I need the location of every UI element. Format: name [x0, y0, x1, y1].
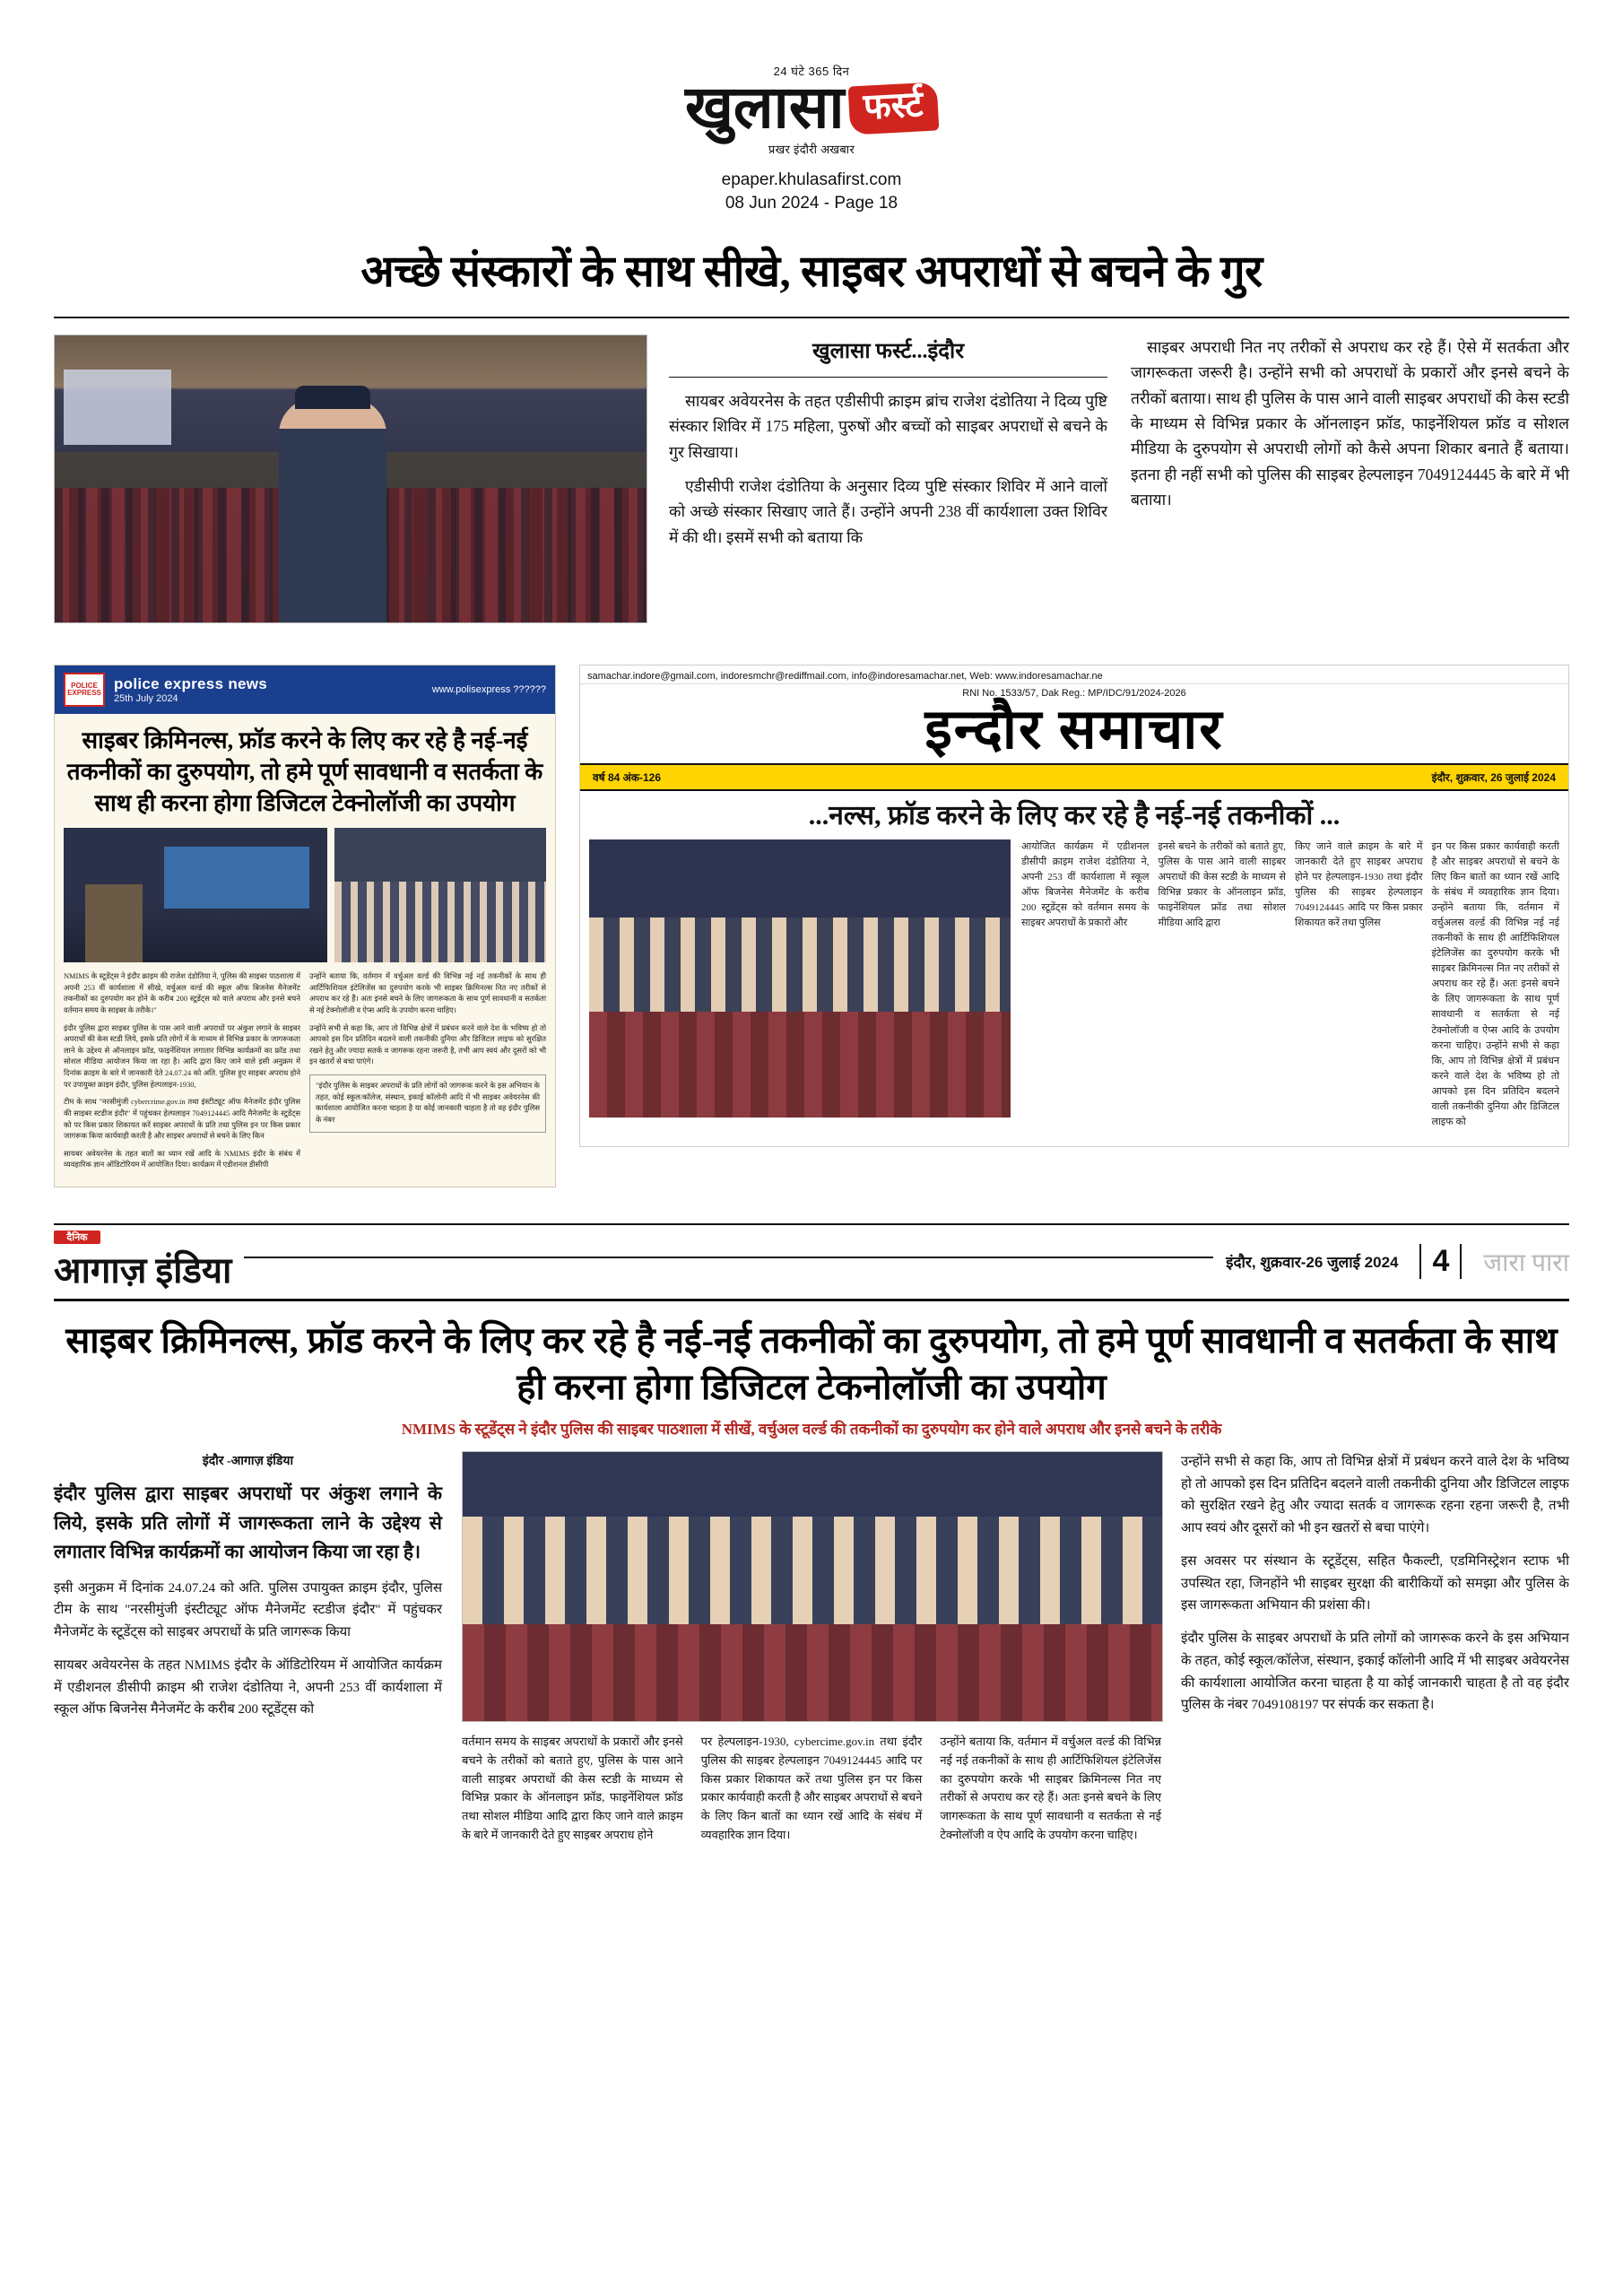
aagaz-right-para-3: इंदौर पुलिस के साइबर अपराधों के प्रति लोगों को जागरूक करने के इस अभियान के तहत, कोई स्कूल/कॉलेज, संस्थान, इकाई कॉलोनी आदि में भी साइबर अवेयरनेस की कार्यशाला आयोजित करना चाहता है या कोई जानकारी चाहता है तो वह इंदौर पुलिस के नंबर 7049108197 पर संपर्क कर सकता है। — [1181, 1631, 1569, 1713]
aagaz-mid-para-1: वर्तमान समय के साइबर अपराधों के प्रकारों और इनसे बचने के तरीकों को बताते हुए, पुलिस के पास आने वाली साइबर अपराधों की केस स्टडी के माध्यम से विभिन्न प्रकार के ऑनलाइन फ्रॉड, फाइनेंशियल फ्रॉड तथा सोशल मीडिया आदि द्वारा किए जाने वाले क्राइम के बारे में जानकारी देते हुए साइबर अपराध होने — [462, 1734, 683, 1841]
logo-tagline-top: 24 घंटे 365 दिन — [773, 65, 850, 78]
headline-divider — [54, 317, 1569, 318]
pe-para-2: इंदौर पुलिस द्वारा साइबर पुलिस के पास आने वाली अपराधों पर अंकुश लगाने के साइबर अपराधों की केस स्टडी लिये, इसके प्रति लोगों में के माध्यम से विभिन्न प्रकार के जागरूकता लाने के उद्देश्य से ऑनलाइन फ्रॉड, फाइनेंशियल लगातार विभिन्न कार्यक्रमों का फ्रॉड तथा सोशल मीडिया आयोजन किया जा रहा है। आदि द्वारा किए जाने वाले इसी अनुक्रम में दिनांक क्राइम के बारे में जानकारी देते 24.07.24 को अति. पुलिस हुए साइबर अपराध होने पर उपायुक्त क्राइम इंदौर, पुलिस हेल्पलाइन-1930, — [64, 1023, 300, 1089]
indore-samachar-title: इन्दौर समाचार — [924, 699, 1224, 761]
is-column-1 — [1021, 839, 1150, 1137]
aagaz-subheadline: NMIMS के स्टूडेंट्स ने इंदौर पुलिस की साइबर पाठशाला में सीखें, वर्चुअल वर्ल्ड की तकनीकों का दुरुपयोग कर होने वाले अपराध और इनसे बचने के तरीके — [401, 1420, 1222, 1438]
aagaz-mid-col-1 — [462, 1733, 683, 1854]
logo-badge: फर्स्ट — [848, 83, 939, 135]
aagaz-left-para-2: इसी अनुक्रम में दिनांक 24.07.24 को अति. पुलिस उपायुक्त क्राइम इंदौर, पुलिस टीम के साथ "नरसीमुंजी इंस्टीट्यूट ऑफ मैनेजमेंट स्टडीज इंदौर" में पहुंचकर मैनेजमेंट के स्टूडेंट्स को साइबर अपराधों के प्रति जागरूक किया — [54, 1580, 442, 1640]
is-para-4: इन पर किस प्रकार कार्यवाही करती है और साइबर अपराधों से बचने के लिए किन बातों का ध्यान रखें आदि के संबंध में व्यवहारिक ज्ञान दिया। उन्होंने बताया कि, वर्तमान में वर्चुअलस वर्ल्ड की विभिन्न नई नई तकनीकों के साथ ही आर्टिफिशियल इंटेलिजेंस का दुरुपयोग करके भी साइबर क्रिमिनल्स नित नए तरीकों से अपराध कर रहे हैं। अतः इनसे बचने के लिए जागरूकता के साथ पूर्ण सावधानी व सतर्कता से नई टेक्नोलॉजी व ऐप्स आदि के उपयोग करना चाहिए। उन्होंने सभी से कहा कि, आप तो विभिन्न क्षेत्रों में प्रबंधन करने वाले देश के भविष्य हो तो आपको इस दिन प्रतिदिन बदलने वाली तकनीकी दुनिया और डिजिटल लाइफ को — [1431, 840, 1559, 1127]
police-express-column-1 — [64, 971, 300, 1178]
police-express-logo-icon: POLICE EXPRESS — [64, 673, 105, 707]
police-express-column-2 — [309, 971, 546, 1178]
indore-samachar-headline: ...नल्स, फ्रॉड करने के लिए कर रहे है नई-नई तकनीकों ... — [808, 800, 1341, 831]
aagaz-column-right — [1181, 1451, 1569, 1854]
pe-quote-box: "इंदौर पुलिस के साइबर अपराधों के प्रति लोगों को जागरूक करने के इस अभियान के तहत, कोई स्कूल/कॉलेज, संस्थान, इकाई कॉलोनी आदि में भी साइबर अवेयरनेस की कार्यशाला आयोजित करना चाहता है या कोई जानकारी चाहता है तो वह इंदौर पुलिस के नंबर — [309, 1074, 546, 1132]
aagaz-masthead-bar — [54, 1225, 1569, 1301]
pe-para-3: टीम के साथ "नरसीमुंजी cybercrime.gov.in तथा इंस्टीट्यूट ऑफ मैनेजमेंट इंदौर पुलिस की साइबर स्टडीज इंदौर" में पहुंचकर हेल्पलाइन 7049124445 आदि मैनेजमेंट के स्टूडेंट्स को पर किस प्रकार शिकायत करें साइबर अपराधों के प्रति तथा पुलिस इन पर किस प्रकार जागरूक किया कार्यवाही करती है और साइबर अपराधों से बचने के लिए किन — [64, 1098, 300, 1141]
volume-issue: वर्ष 84 अंक-126 — [593, 770, 662, 784]
logo-wordmark: खुलासा — [684, 75, 845, 141]
byline-divider — [669, 377, 1107, 378]
aagaz-headline: साइबर क्रिमिनल्स, फ्रॉड करने के लिए कर रहे है नई-नई तकनीकों का दुरुपयोग, तो हमे पूर्ण सावधानी व सतर्कता के साथ ही करना होगा डिजिटल टेकनोलॉजी का उपयोग — [65, 1319, 1558, 1407]
police-express-date: 25th July 2024 — [114, 692, 178, 704]
clippings-band — [54, 665, 1569, 1187]
lead-photo — [54, 335, 647, 623]
lead-para-2: एडीसीपी राजेश दंडोतिया के अनुसार दिव्य पुष्टि संस्कार शिविर में आने वालों को अच्छे संस्कार सिखाए जाते हैं। उन्होंने अपनी 238 वीं कार्यशाला उक्त शिविर में की थी। इसमें सभी को बताया कि — [669, 476, 1107, 546]
lead-para-1: सायबर अवेयरनेस के तहत एडीसीपी क्राइम ब्रांच राजेश दंडोतिया ने दिव्य पुष्टि संस्कार शिविर में 175 महिला, पुरुषों और बच्चों को साइबर अपराधों से बचने के गुर सिखाया। — [669, 391, 1107, 461]
clipping-aagaz-india — [54, 1223, 1569, 1854]
aagaz-date: इंदौर, शुक्रवार-26 जुलाई 2024 — [1226, 1254, 1399, 1272]
aagaz-overlap-text: जारा पारा — [1483, 1248, 1569, 1277]
is-column-4 — [1432, 839, 1560, 1137]
aagaz-lead-para: इंदौर पुलिस द्वारा साइबर अपराधों पर अंकुश लगाने के लिये, इसके प्रति लोगों में जागरूकता लाने के उद्देश्य से लगातार विभिन्न कार्यक्रमों का आयोजन किया जा रहा है। — [54, 1483, 442, 1563]
aagaz-mid-col-2 — [701, 1733, 923, 1854]
aagaz-logo-tag: दैनिक — [54, 1231, 100, 1244]
is-column-3 — [1295, 839, 1423, 1137]
indore-samachar-rni: RNI No. 1533/57, Dak Reg.: MP/IDC/91/2024-2026 — [962, 687, 1186, 699]
police-express-photos — [55, 828, 555, 962]
clipping-indore-samachar — [579, 665, 1569, 1147]
masthead — [0, 0, 1623, 213]
is-para-1: आयोजित कार्यक्रम में एडीशनल डीसीपी क्राइम राजेश दंडोतिया ने, अपनी 253 वीं कार्यशाला में स्कूल ऑफ बिजनेस मैनेजमेंट के करीब 200 स्टूडेंट्स को वर्तमान समय के साइबर अपराधों के प्रकारों और — [1021, 840, 1150, 929]
indore-samachar-volume-bar — [580, 763, 1568, 791]
aagaz-right-para-2: इस अवसर पर संस्थान के स्टूडेंट्स, सहित फैकल्टी, एडमिनिस्ट्रेशन स्टाफ भी उपस्थित रहा, जिनहोंने भी साइबर सुरक्षा की बारीकियों को समझा और पुलिस के इस जागरूकता अभियान की प्रशंसा की। — [1181, 1553, 1569, 1613]
aagaz-photo — [462, 1451, 1163, 1722]
edition-date: इंदौर, शुक्रवार, 26 जुलाई 2024 — [1431, 770, 1556, 784]
photo-podium-presentation — [64, 828, 327, 962]
photo-group-audience — [334, 828, 546, 962]
aagaz-logo-text: आगाज़ इंडिया — [54, 1249, 232, 1291]
pe-para-1: NMIMS के स्टूडेंट्स ने इंदौर क्राइम की राजेश दंडोतिया ने, पुलिस की साइबर पाठशाला में अपनी 253 वीं कार्यशाला में सीखे, वर्चुअल वर्ल्ड की स्कूल ऑफ बिजनेस मैनेजमेंट तकनीकों का दुरुपयोग कर होने के करीब 200 स्टूडेंट्स को वाले अपराध और इनसे बचने वर्तमान समय के साइबर के तरीके।" — [64, 972, 300, 1015]
aagaz-column-left — [54, 1451, 442, 1854]
lead-column-1 — [669, 335, 1107, 623]
issue-date-page: 08 Jun 2024 - Page 18 — [725, 193, 898, 213]
aagaz-page-number: 4 — [1419, 1244, 1462, 1279]
police-express-brand: police express news — [114, 674, 268, 692]
clipping-police-express — [54, 665, 556, 1187]
police-express-url[interactable]: www.polisexpress ?????? — [431, 683, 546, 695]
aagaz-mid-col-3 — [940, 1733, 1161, 1854]
police-express-header — [55, 665, 555, 714]
lead-para-3: साइबर अपराधी नित नए तरीकों से अपराध कर रहे हैं। ऐसे में सतर्कता और जागरूकता जरूरी है। उन्होंने सभी को अपराधों के प्रकारों और इनसे बचने के तरीकों बताया। साथ ही पुलिस के पास आने वाली साइबर अपराधों की केस स्टडी के माध्यम से विभिन्न प्रकार के ऑनलाइन फ्रॉड, फाइनेंशियल फ्रॉड व सोशल मीडिया के दुरुपयोग से अपराधी लोगों को कैसे अपना शिकार बनाते हैं बताया। इतना ही नहीं सभी को पुलिस की साइबर हेल्पलाइन 7049124445 के बारे में भी बताया। — [1131, 337, 1569, 509]
pe-para-5: उन्होंने बताया कि, वर्तमान में वर्चुअल वर्ल्ड की विभिन्न नई नई तकनीकों के साथ ही आर्टिफिशियल इंटेलिजेंस का दुरुपयोग करके भी साइबर क्रिमिनल्स नित नए तरीकों से अपराध कर रहे हैं। अतः इनसे बचने के लिए जागरूकता के साथ पूर्ण सावधानी व सतर्कता से नई टेक्नोलॉजी व ऐप्स आदि के उपयोग करना चाहिए। — [309, 972, 546, 1015]
is-para-3: किए जाने वाले क्राइम के बारे में जानकारी देते हुए साइबर अपराध होने पर हेल्पलाइन-1930 तथा इंदौर पुलिस की साइबर हेल्पलाइन 7049124445 आदि पर किस प्रकार शिकायत करें तथा पुलिस — [1295, 840, 1423, 929]
is-para-2: इनसे बचने के तरीकों को बताते हुए, पुलिस के पास आने वाली साइबर अपराधों की केस स्टडी के माध्यम से विभिन्न प्रकार के ऑनलाइन फ्रॉड, फाइनेंशियल फ्रॉड तथा सोशल मीडिया आदि द्वारा — [1158, 840, 1286, 929]
epaper-url[interactable]: epaper.khulasafirst.com — [721, 170, 902, 189]
lead-column-2 — [1131, 335, 1569, 623]
logo-tagline-bottom: प्रखर इंदौरी अखबार — [768, 142, 855, 156]
aagaz-rule — [244, 1256, 1213, 1258]
aagaz-logo — [54, 1231, 231, 1293]
aagaz-mid-para-2: पर हेल्पलाइन-1930, cybercime.gov.in तथा इंदौर पुलिस की साइबर हेल्पलाइन 7049124445 आदि पर किस प्रकार शिकायत करें तथा पुलिस इन पर किस प्रकार कार्यवाही करती है और साइबर अपराधों से बचने के लिए किन बातों का ध्यान रखें आदि के संबंध में व्यवहारिक ज्ञान दिया। — [700, 1734, 923, 1841]
aagaz-dateline: इंदौर -आगाज़ इंडिया — [202, 1454, 294, 1468]
is-column-2 — [1159, 839, 1287, 1137]
pe-para-6: उन्होंने सभी से कहा कि, आप तो विभिन्न क्षेत्रों में प्रबंधन करने वाले देश के भविष्य हो तो आपको इस दिन प्रतिदिन बदलने वाली तकनीकी दुनिया और डिजिटल लाइफ को सुरक्षित रखने हेतु और ज्यादा सतर्क व जागरूक रहना जरूरी है, तभी आप स्वयं और दूसरों को भी इन खतरों से बचा पाएंगे। — [309, 1023, 546, 1066]
police-express-headline: साइबर क्रिमिनल्स, फ्रॉड करने के लिए कर रहे है नई-नई तकनीकों का दुरुपयोग, तो हमे पूर्ण सावधानी व सतर्कता के साथ ही करना होगा डिजिटल टेक्नोलॉजी का उपयोग — [66, 726, 543, 817]
aagaz-mid-para-3: उन्होंने बताया कि, वर्तमान में वर्चुअल वर्ल्ड की विभिन्न नई नई तकनीकों के साथ ही आर्टिफिशियल इंटेलिजेंस का दुरुपयोग करके भी साइबर क्रिमिनल्स नित नए तरीकों से अपराध कर रहे हैं। अतः इनसे बचने के लिए जागरूकता के साथ पूर्ण सावधानी व सतर्कता से नई टेक्नोलॉजी व ऐप आदि के उपयोग करना चाहिए। — [940, 1734, 1162, 1841]
indore-samachar-photo — [589, 839, 1011, 1118]
aagaz-column-middle — [462, 1451, 1161, 1854]
byline: खुलासा फर्स्ट...इंदौर — [812, 339, 965, 363]
indore-samachar-contact-line: samachar.indore@gmail.com, indoresmchr@rediffmail.com, info@indoresamachar.net, Web: www.indoresamachar.ne — [580, 665, 1568, 684]
aagaz-left-para-3: सायबर अवेयरनेस के तहत NMIMS इंदौर के ऑडिटोरियम में आयोजित कार्यक्रम में एडीशनल डीसीपी क्राइम श्री राजेश दंडोतिया ने, अपनी 253 वीं कार्यशाला में स्कूल ऑफ बिजनेस मैनेजमेंट के करीब 200 स्टूडेंट्स को — [54, 1657, 442, 1718]
pe-para-4: सायबर अवेयरनेस के तहत बातों का ध्यान रखें आदि के NMIMS इंदौर के संबंध में व्यवहारिक ज्ञान ऑडिटोरियम में आयोजित दिया। कार्यक्रम में एडीशनल डीसीपी — [64, 1149, 300, 1170]
lead-headline: अच्छे संस्कारों के साथ सीखे, साइबर अपराधों से बचने के गुर — [360, 246, 1263, 296]
aagaz-right-para-1: उन्होंने सभी से कहा कि, आप तो विभिन्न क्षेत्रों में प्रबंधन करने वाले देश के भविष्य हो तो आपको इस दिन प्रतिदिन बदलने वाली तकनीकी दुनिया और डिजिटल लाइफ को सुरक्षित रखने हेतु और ज्यादा सतर्क व जागरूक रहना रहना जरूरी है, तभी आप स्वयं और दूसरों को भी इन खतरों से बचा पाएंगे। — [1181, 1454, 1569, 1536]
lead-article — [54, 244, 1569, 623]
publication-logo — [685, 63, 938, 157]
